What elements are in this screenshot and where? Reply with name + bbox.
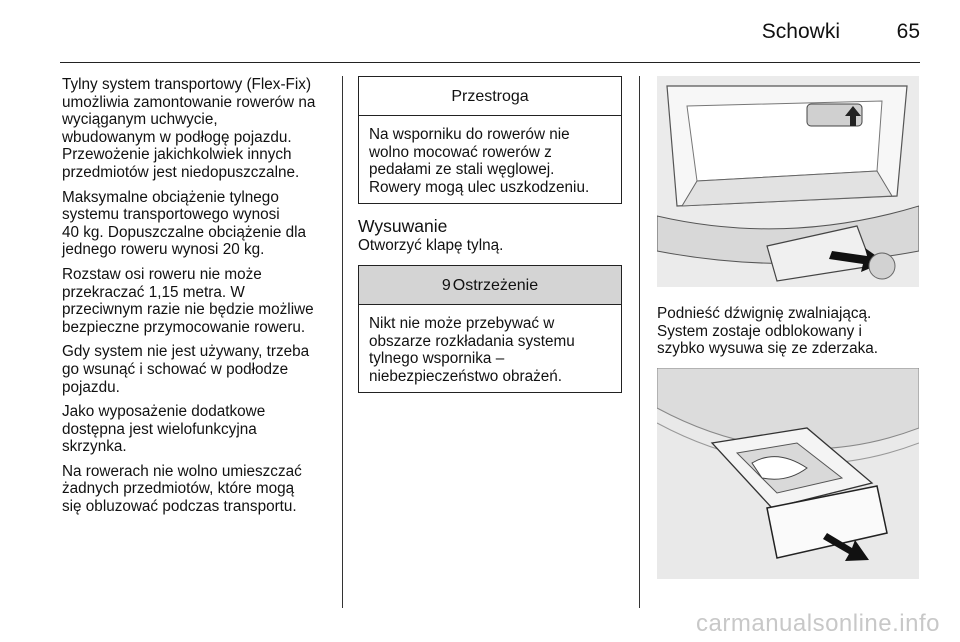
text-line: przekraczać 1,15 metra. W [62, 283, 245, 301]
text-line: wyciąganym uchwycie, [62, 111, 218, 129]
text-line: Jako wyposażenie dodatkowe [62, 403, 266, 421]
column-divider [342, 76, 343, 608]
text-line: Na wsporniku do rowerów nie [369, 126, 570, 143]
caution-box [358, 76, 622, 204]
text-line: skrzynka. [62, 438, 127, 456]
instruction-text [657, 305, 921, 358]
text-line: bezpieczne przymocowanie roweru. [62, 318, 306, 336]
bracket-drawing [657, 368, 919, 579]
text-line: niebezpieczeństwo obrażeń. [369, 367, 563, 385]
warning-title: Ostrzeżenie [452, 276, 539, 294]
text-line: przeciwnym razie nie będzie możliwe [62, 301, 314, 319]
paragraph [62, 189, 342, 259]
paragraph [62, 343, 342, 396]
text-line: się obluzować podczas transportu. [62, 498, 297, 516]
text-line: tylnego wspornika – [369, 350, 505, 368]
text-line: Na rowerach nie wolno umieszczać [62, 462, 302, 480]
section-text: Otworzyć klapę tylną. [358, 237, 504, 255]
text-line: pedałami ze stali węglowej. [369, 161, 555, 179]
text-line: Rozstaw osi roweru nie może [62, 265, 262, 283]
text-line: Przewożenie jakichkolwiek innych [62, 146, 292, 164]
trunk-drawing [657, 76, 919, 287]
text-line: Nikt nie może przebywać w [369, 314, 555, 332]
page-title: Schowki [761, 20, 840, 43]
text-line: Maksymalne obciążenie tylnego [62, 188, 279, 206]
trunk-illustration [657, 76, 919, 287]
caution-title: Przestroga [359, 77, 621, 116]
paragraph [62, 463, 342, 516]
watermark: carmanualsonline.info [696, 610, 940, 637]
text-line: 40 kg. Dopuszczalne obciążenie dla [62, 223, 307, 241]
text-line: wolno mocować rowerów z [369, 143, 552, 161]
text-line: Podnieść dźwignię zwalniającą. [657, 305, 872, 322]
paragraph [62, 76, 342, 182]
text-line: przedmiotów jest niedopuszczalne. [62, 163, 300, 181]
text-line: systemu transportowego wynosi [62, 206, 280, 224]
text-line: System zostaje odblokowany i [657, 322, 862, 340]
text-line: go wsunąć i schować w podłodze [62, 360, 289, 378]
warning-body [359, 305, 621, 392]
section-heading: Wysuwanie [358, 216, 448, 237]
text-line: dostępna jest wielofunkcyjna [62, 420, 257, 438]
warning-icon: 9 [441, 276, 451, 294]
column-divider [639, 76, 640, 608]
caution-body [359, 116, 621, 203]
column-left [62, 76, 342, 523]
column-middle [358, 76, 622, 393]
paragraph [62, 403, 342, 456]
column-right [657, 76, 921, 579]
text-line: wbudowanym w podłogę pojazdu. [62, 128, 292, 146]
text-line: Gdy system nie jest używany, trzeba [62, 343, 310, 361]
page-number: 65 [896, 20, 920, 43]
warning-box [358, 265, 622, 393]
warning-title-bar [359, 266, 621, 305]
text-line: pojazdu. [62, 378, 120, 396]
page-header [60, 18, 920, 63]
text-line: umożliwia zamontowanie rowerów na [62, 93, 316, 111]
text-line: obszarze rozkładania systemu [369, 332, 575, 350]
text-line: Rowery mogą ulec uszkodzeniu. [369, 178, 590, 196]
text-line: żadnych przedmiotów, które mogą [62, 480, 295, 498]
text-line: jednego roweru wynosi 20 kg. [62, 241, 265, 259]
paragraph [62, 266, 342, 336]
text-line: szybko wysuwa się ze zderzaka. [657, 340, 879, 358]
text-line: Tylny system transportowy (Flex-Fix) [62, 76, 312, 93]
bracket-illustration [657, 368, 919, 579]
